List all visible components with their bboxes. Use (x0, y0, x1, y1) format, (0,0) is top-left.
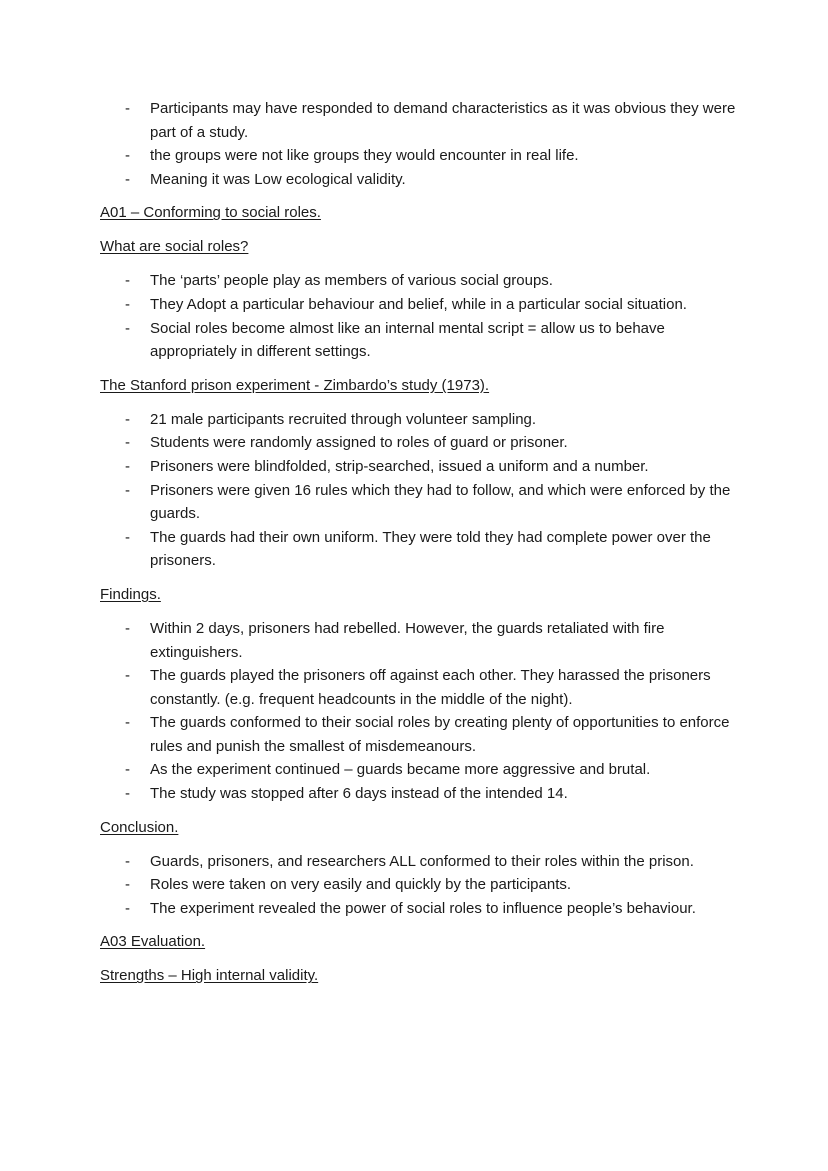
list-item (100, 711, 740, 758)
list-item (100, 168, 740, 192)
section-heading-conclusion: Conclusion. (100, 818, 179, 836)
list-item-text: 21 male participants recruited through volunteer sampling. (150, 410, 537, 428)
list-item-text: The guards had their own uniform. They were told they had complete power over the prisoners. (150, 528, 711, 570)
list-item (100, 479, 740, 526)
list-item (100, 617, 740, 664)
bullet-marker: - (125, 619, 130, 637)
document-page (100, 97, 740, 998)
list-item-text: Roles were taken on very easily and quickly by the participants. (150, 876, 572, 894)
bullet-marker: - (125, 852, 130, 870)
bullet-marker: - (125, 434, 130, 452)
bullet-marker: - (125, 785, 130, 803)
bullet-marker: - (125, 410, 130, 428)
bullet-marker: - (125, 272, 130, 290)
list-item (100, 293, 740, 317)
bullet-marker: - (125, 481, 130, 499)
list-item-text: Social roles become almost like an internal mental script = allow us to behave appropriately in different settings. (150, 319, 665, 361)
list-item (100, 269, 740, 293)
bullet-list-conclusion (100, 850, 740, 921)
bullet-marker: - (125, 667, 130, 685)
list-item-text: the groups were not like groups they would encounter in real life. (150, 147, 579, 165)
list-item (100, 664, 740, 711)
bullet-marker: - (125, 147, 130, 165)
list-item-text: The study was stopped after 6 days instead of the intended 14. (150, 785, 568, 803)
bullet-marker: - (125, 295, 130, 313)
bullet-marker: - (125, 761, 130, 779)
bullet-marker: - (125, 170, 130, 188)
bullet-marker: - (125, 714, 130, 732)
bullet-marker: - (125, 100, 130, 117)
list-item (100, 408, 740, 432)
section-heading-stanford: The Stanford prison experiment - Zimbardo’s study (1973). (100, 376, 490, 394)
list-item-text: The guards played the prisoners off against each other. They harassed the prisoners constantly. (e.g. frequent headcounts in the middle of the night). (150, 667, 711, 708)
list-item-text: Within 2 days, prisoners had rebelled. However, the guards retaliated with fire extinguishers. (150, 619, 665, 661)
bullet-marker: - (125, 899, 130, 917)
list-item (100, 455, 740, 479)
list-item-text: Prisoners were given 16 rules which they had to follow, and which were enforced by the guards. (150, 481, 731, 523)
list-item (100, 850, 740, 874)
section-heading-findings: Findings. (100, 585, 161, 603)
list-item-text: As the experiment continued – guards became more aggressive and brutal. (150, 761, 651, 779)
section-heading-a03: A03 Evaluation. (100, 933, 206, 951)
list-item (100, 782, 740, 806)
bullet-marker: - (125, 528, 130, 546)
bullet-list-stanford (100, 408, 740, 573)
bullet-marker: - (125, 457, 130, 475)
list-item (100, 873, 740, 897)
bullet-marker: - (125, 876, 130, 894)
list-item-text: They Adopt a particular behaviour and belief, while in a particular social situation. (150, 295, 687, 313)
list-item-text: Students were randomly assigned to roles of guard or prisoner. (150, 434, 568, 452)
list-item-text: Participants may have responded to demand characteristics as it was obvious they were part of a study. (150, 100, 736, 141)
list-item (100, 144, 740, 168)
list-item-text: The guards conformed to their social roles by creating plenty of opportunities to enforce rules and punish the smallest of misdemeanours. (150, 714, 730, 755)
section-heading-strengths: Strengths – High internal validity. (100, 967, 319, 985)
list-item-text: The ‘parts’ people play as members of various social groups. (150, 272, 553, 290)
list-item (100, 431, 740, 455)
bullet-list-social-roles (100, 269, 740, 363)
section-heading-social-roles: What are social roles? (100, 238, 249, 256)
bullet-list-intro (100, 97, 740, 191)
list-item (100, 897, 740, 921)
bullet-marker: - (125, 319, 130, 337)
section-heading-a01: A01 – Conforming to social roles. (100, 204, 321, 222)
list-item-text: The experiment revealed the power of social roles to influence people’s behaviour. (150, 899, 696, 917)
bullet-list-findings (100, 617, 740, 806)
list-item-text: Guards, prisoners, and researchers ALL conformed to their roles within the prison. (150, 852, 694, 870)
list-item-text: Prisoners were blindfolded, strip-searched, issued a uniform and a number. (150, 457, 649, 475)
list-item (100, 758, 740, 782)
list-item (100, 97, 740, 144)
list-item (100, 526, 740, 573)
list-item-text: Meaning it was Low ecological validity. (150, 170, 406, 188)
list-item (100, 317, 740, 364)
